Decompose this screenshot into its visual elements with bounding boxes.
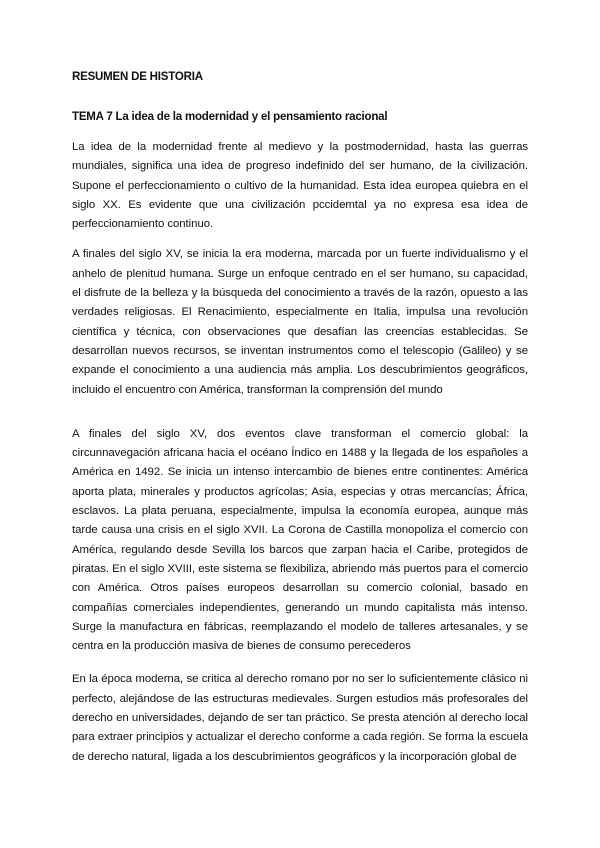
paragraph-modern-era: A finales del siglo XV, se inicia la era moderna, marcada por un fuerte individualismo y el anhelo de plenitud humana. Surge un enfoque centrado en el ser humano, su capacidad, el disfrute de la belleza y la búsqueda del conocimiento a través de la razón, opuesto a las verdades religiosas. El Renacimiento, especialmente en Italia, impulsa una revolución científica y técnica, con observaciones que desafían las creencias establecidas. Se desarrollan nuevos recursos, se inventan instrumentos como el telescopio (Galileo) y se expande el conocimiento a una audiencia más amplia. Los descubrimientos geográficos, incluido el encuentro con América, transforman la comprensión del mundo bbox=[72, 248, 528, 396]
document-title: RESUMEN DE HISTORIA bbox=[72, 71, 203, 83]
paragraph-modernity-idea: La idea de la modernidad frente al medievo y la postmodernidad, hasta las guerras mundiales, significa una idea de progreso indefinido del ser humano, de la civilización. Supone el perfeccionamiento o cultivo de la humanidad. Esta idea europea quiebra en el siglo XX. Es evidente que una civilización pccidemtal ya no expresa esa idea de perfeccionamiento continuo. bbox=[72, 141, 528, 231]
topic-heading: TEMA 7 La idea de la modernidad y el pensamiento racional bbox=[72, 111, 388, 123]
paragraph-global-commerce: A finales del siglo XV, dos eventos clave transforman el comercio global: la circunnavegación africana hacia el océano Índico en 1488 y la llegada de los españoles a América en 1492. Se inicia un intenso intercambio de bienes entre continentes: América aporta plata, minerales y productos agrícolas; Asia, especias y otras mercancías; África, esclavos. La plata peruana, especialmente, impulsa la economía europea, aunque más tarde causa una crisis en el siglo XVII. La Corona de Castilla monopoliza el comercio con América, regulando desde Sevilla los barcos que zarpan hacia el Caribe, protegidos de piratas. En el siglo XVIII, este sistema se flexibiliza, abriendo más puertos para el comercio con América. Otros países europeos desarrollan su comercio colonial, basado en compañías comerciales independientes, generando un mundo capitalista más intenso. Surge la manufactura en fábricas, reemplazando el modelo de talleres artesanales, y se centra en la producción masiva de bienes de consumo perecederos bbox=[72, 427, 528, 653]
paragraph-roman-law: En la época moderna, se critica al derecho romano por no ser lo suficientemente clásico ni perfecto, alejándose de las estructuras medievales. Surgen estudios más profesorales del derecho en universidades, dejando de ser tan práctico. Se presta atención al derecho local para extraer principios y actualizar el derecho conforme a cada región. Se forma la escuela de derecho natural, ligada a los descubrimientos geográficos y la incorporación global de bbox=[72, 673, 528, 763]
